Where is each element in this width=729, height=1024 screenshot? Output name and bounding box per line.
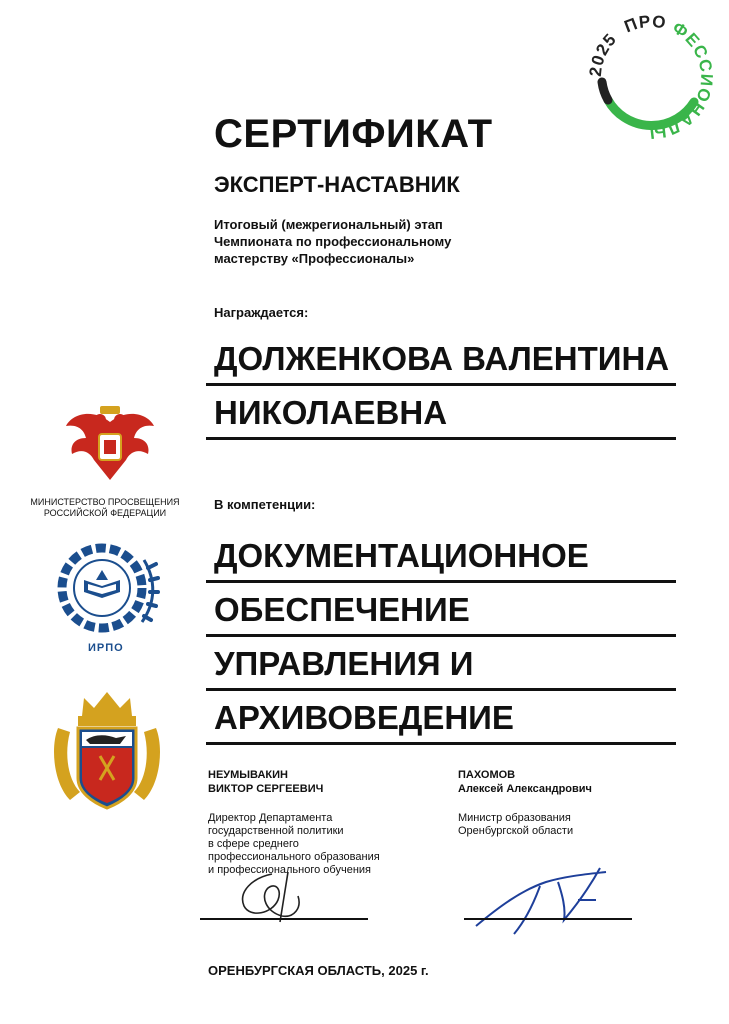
ministry-line: РОССИЙСКОЙ ФЕДЕРАЦИИ xyxy=(43,508,167,518)
certificate-subtitle: ЭКСПЕРТ-НАСТАВНИК xyxy=(214,172,460,197)
ministry-line: МИНИСТЕРСТВО ПРОСВЕЩЕНИЯ xyxy=(30,497,180,507)
signatory-position-line: Директор Департамента xyxy=(208,812,333,824)
signatory-1 xyxy=(208,768,408,877)
irpo-label: ИРПО xyxy=(88,642,124,654)
professionaly-logo xyxy=(586,12,716,142)
competence-label: В компетенции: xyxy=(214,497,316,512)
irpo-emblem-icon xyxy=(52,540,162,640)
logo-year: 2025 xyxy=(586,29,621,78)
signatory-position-line: и профессионального обучения xyxy=(208,864,372,876)
recipient-name-line: ДОЛЖЕНКОВА ВАЛЕНТИНА xyxy=(206,332,676,386)
competence-name xyxy=(206,529,676,745)
signatory-given-name: ВИКТОР СЕРГЕЕВИЧ xyxy=(208,783,324,795)
competence-line: УПРАВЛЕНИЯ И xyxy=(206,637,676,691)
event-description xyxy=(214,216,534,267)
intro-line: мастерству «Профессионалы» xyxy=(214,251,415,266)
competence-line: ОБЕСПЕЧЕНИЕ xyxy=(206,583,676,637)
signatory-surname: НЕУМЫВАКИН xyxy=(208,769,288,781)
signature-line xyxy=(200,918,368,920)
certificate-title: СЕРТИФИКАТ xyxy=(214,112,493,156)
competence-line: ДОКУМЕНТАЦИОННОЕ xyxy=(206,529,676,583)
ministry-emblem-icon xyxy=(62,400,158,486)
signatory-given-name: Алексей Александрович xyxy=(458,783,592,795)
awarded-label: Награждается: xyxy=(214,305,309,320)
recipient-name xyxy=(206,332,676,440)
signatory-2 xyxy=(458,768,658,838)
signatory-position-line: Оренбургской области xyxy=(458,825,574,837)
irpo-logo xyxy=(52,540,162,652)
signatory-surname: ПАХОМОВ xyxy=(458,769,516,781)
intro-line: Чемпионата по профессиональному xyxy=(214,234,452,249)
competence-line: АРХИВОВЕДЕНИЕ xyxy=(206,691,676,745)
ministry-name xyxy=(30,497,180,519)
signature-2-icon xyxy=(470,860,620,945)
logo-word-green: ФЕССИОНАЛЫ xyxy=(647,17,716,142)
logo-ring-icon xyxy=(586,12,716,142)
recipient-name-line: НИКОЛАЕВНА xyxy=(206,386,676,440)
signature-line xyxy=(464,918,632,920)
signatory-position-line: в сфере среднего xyxy=(208,838,299,850)
signatory-position-line: Министр образования xyxy=(458,812,571,824)
logo-word-dark: ПРО xyxy=(621,12,668,37)
footer-location-year: ОРЕНБУРГСКАЯ ОБЛАСТЬ, 2025 г. xyxy=(208,963,429,978)
orenburg-coat-of-arms-icon xyxy=(50,688,164,812)
intro-line: Итоговый (межрегиональный) этап xyxy=(214,217,443,232)
signatory-position-line: профессионального образования xyxy=(208,851,380,863)
signatory-position-line: государственной политики xyxy=(208,825,344,837)
